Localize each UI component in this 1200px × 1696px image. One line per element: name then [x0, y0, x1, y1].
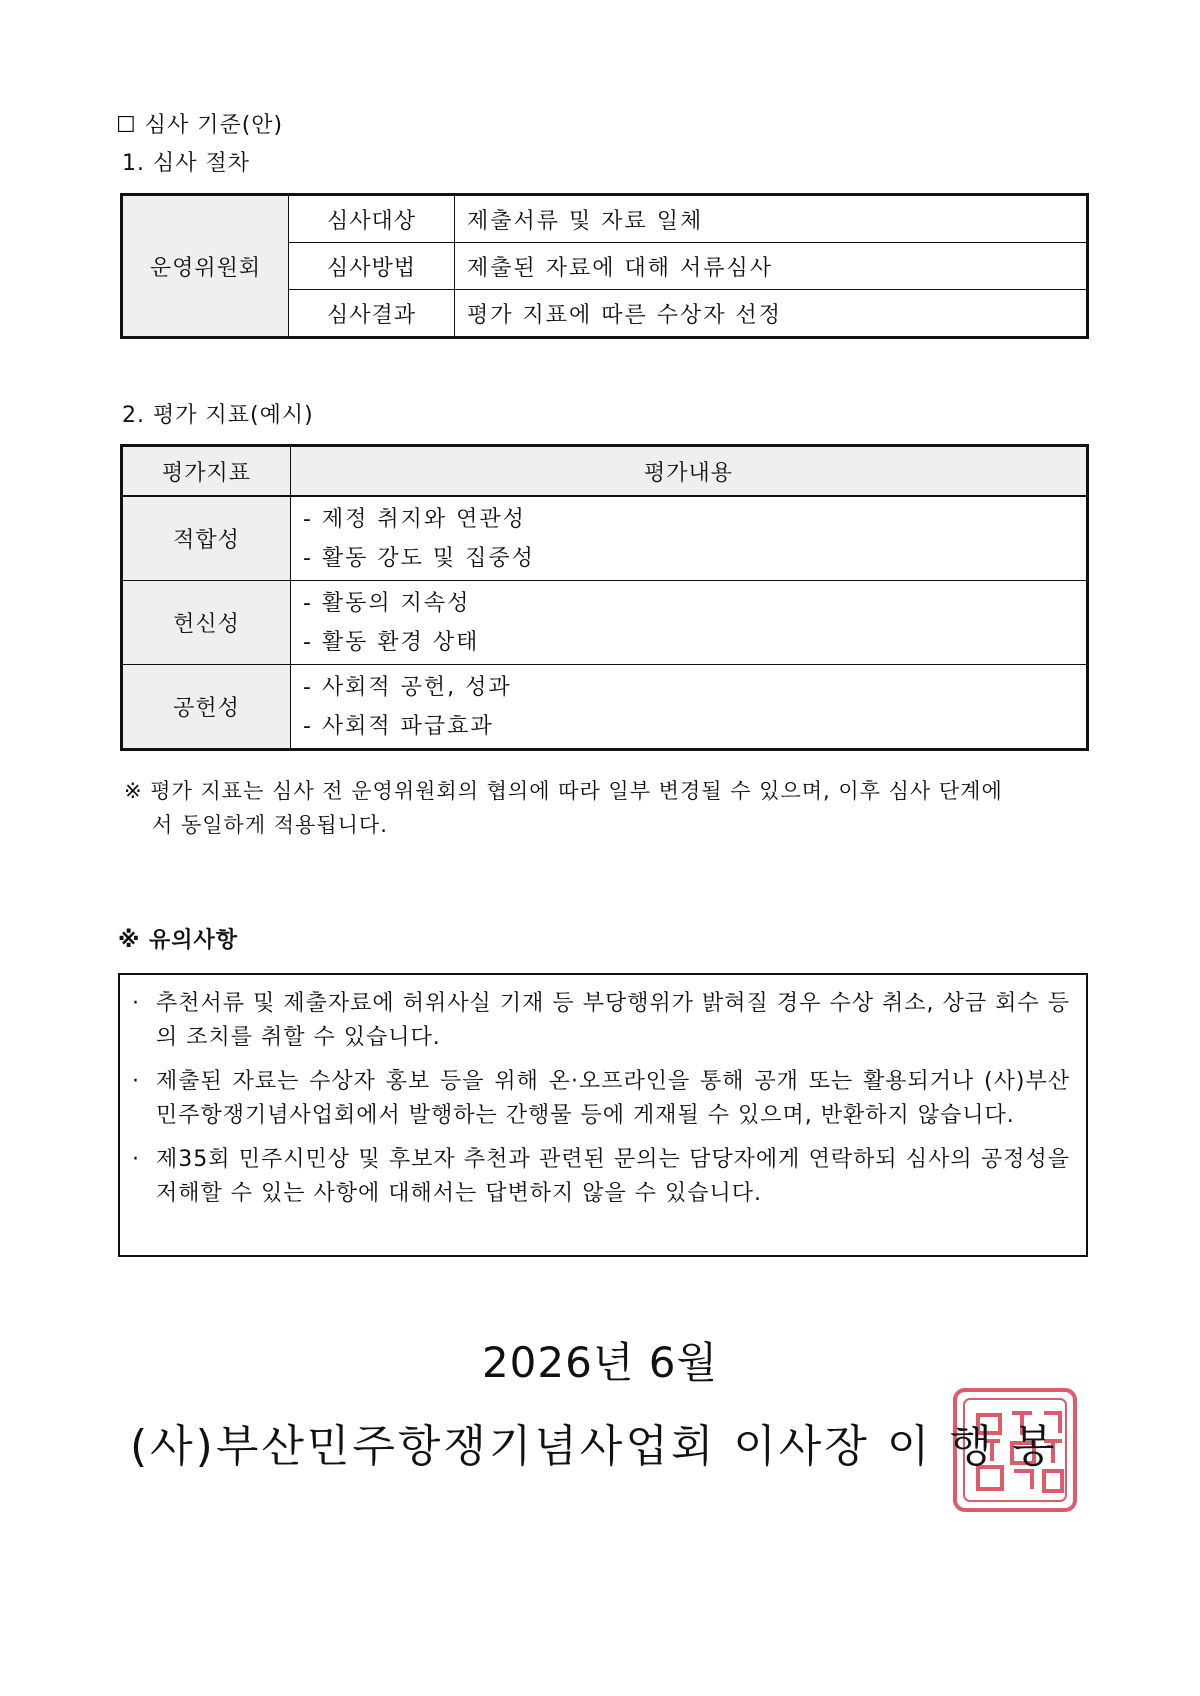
indicators-title: 2. 평가 지표(예시)	[122, 403, 314, 428]
indicators-note	[124, 774, 1090, 842]
procedure-label: 심사대상	[289, 195, 455, 243]
indicator-name: 헌신성	[122, 581, 291, 665]
notice-title: ※ 유의사항	[118, 928, 239, 953]
bullet-icon: ·	[132, 1069, 140, 1094]
notice-text: 제35회 민주시민상 및 후보자 추천과 관련된 문의는 담당자에게 연락하되 심사의 공정성을 저해할 수 있는 사항에 대해서는 답변하지 않을 수 있습니다.	[156, 1147, 1070, 1206]
indicators-table	[120, 444, 1089, 751]
indicator-content	[291, 581, 1088, 665]
indicator-item: - 활동 강도 및 집중성	[303, 545, 535, 571]
indicator-item: - 사회적 공헌, 성과	[303, 674, 512, 700]
bullet-icon: ·	[132, 991, 140, 1016]
indicator-item: - 사회적 파급효과	[303, 713, 494, 739]
committee-cell: 운영위원회	[122, 195, 289, 338]
indicator-item: - 제정 취지와 연관성	[303, 506, 526, 532]
indicator-item: - 활동의 지속성	[303, 590, 471, 616]
indicator-name: 적합성	[122, 496, 291, 581]
notice-item	[132, 1065, 1070, 1133]
procedure-value: 평가 지표에 따른 수상자 선정	[455, 290, 1088, 338]
procedure-value: 제출된 자료에 대해 서류심사	[455, 243, 1088, 290]
table-row	[122, 496, 1088, 581]
procedure-title: 1. 심사 절차	[122, 151, 250, 176]
procedure-value: 제출서류 및 자료 일체	[455, 195, 1088, 243]
note-line: ※ 평가 지표는 심사 전 운영위원회의 협의에 따라 일부 변경될 수 있으며, 이후 심사 단계에	[124, 779, 1003, 803]
notice-item	[132, 1143, 1070, 1211]
indicator-name: 공헌성	[122, 665, 291, 750]
table-row	[122, 665, 1088, 750]
bullet-icon: ·	[132, 1147, 140, 1172]
notice-item	[132, 987, 1070, 1055]
note-line: 서 동일하게 적용됩니다.	[152, 813, 388, 837]
header-content: 평가내용	[291, 446, 1088, 497]
notice-text: 제출된 자료는 수상자 홍보 등을 위해 온·오프라인을 통해 공개 또는 활용되거나 (사)부산민주항쟁기념사업회에서 발행하는 간행물 등에 게재될 수 있으며, 반환하지 않습니다.	[156, 1069, 1070, 1128]
procedure-table	[120, 193, 1089, 339]
procedure-label: 심사결과	[289, 290, 455, 338]
notice-box	[118, 973, 1088, 1257]
table-header-row	[122, 446, 1088, 497]
table-row	[122, 195, 1088, 243]
header-indicator: 평가지표	[122, 446, 291, 497]
indicator-item: - 활동 환경 상태	[303, 629, 480, 655]
procedure-label: 심사방법	[289, 243, 455, 290]
document-date: 2026년 6월	[481, 1338, 719, 1387]
signer-name: (사)부산민주항쟁기념사업회 이사장 이 행 봉	[130, 1421, 1058, 1472]
indicator-content	[291, 496, 1088, 581]
table-row	[122, 581, 1088, 665]
indicator-content	[291, 665, 1088, 750]
section-title: ☐ 심사 기준(안)	[116, 113, 284, 138]
notice-text: 추천서류 및 제출자료에 허위사실 기재 등 부당행위가 밝혀질 경우 수상 취소, 상금 회수 등의 조치를 취할 수 있습니다.	[156, 991, 1070, 1050]
